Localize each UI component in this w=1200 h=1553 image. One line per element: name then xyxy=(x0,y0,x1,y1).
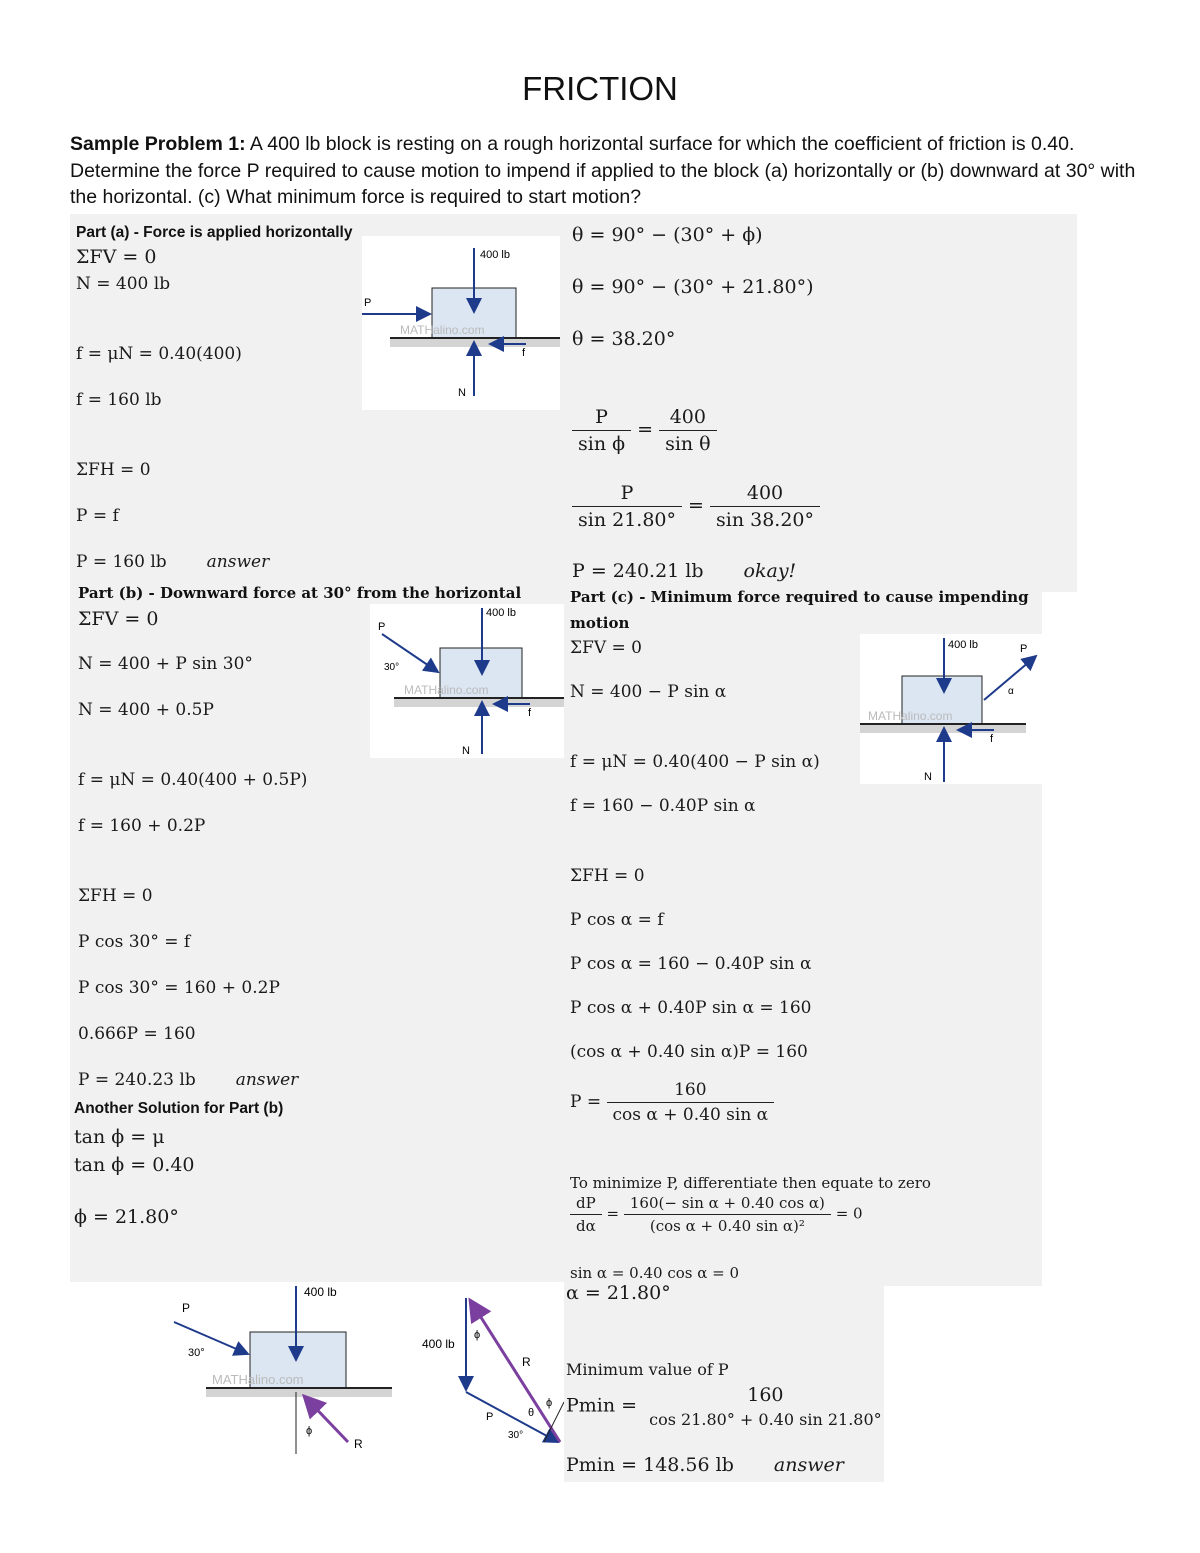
part-c-heading-1: Part (c) - Minimum force required to cause impending xyxy=(570,588,1029,606)
phi-label: ϕ xyxy=(306,1425,313,1437)
part-c-eq10: sin α = 0.40 cos α = 0 xyxy=(570,1264,739,1282)
sine-law-1: $\frac{P}{\text{sin ϕ}}$ = $\frac{400}{\text{sin θ}}$ xyxy=(572,406,717,455)
part-a-eq3: f = μN = 0.40(400) xyxy=(76,344,242,364)
part-c-eq8: P cos α + 0.40P sin α = 160 xyxy=(570,998,812,1018)
problem-text: A 400 lb block is resting on a rough horizontal surface for which the coefficient of friction is 0.40. Determine the force P required to cause motion to impend if applied to the block (a) horizontally or (b) downward at 30° with the horizontal. (c) What minimum force is required to start motion? xyxy=(70,133,1136,208)
d-lhs-den: dα xyxy=(576,1217,596,1235)
weight-label: 400 lb xyxy=(304,1285,337,1299)
part-c-eq1: ΣFV = 0 xyxy=(570,638,642,658)
figure-part-b xyxy=(370,604,564,758)
triangle-phi-top: ϕ xyxy=(474,1329,481,1341)
triangle-r-label: R xyxy=(522,1355,531,1369)
f1-num2: 400 xyxy=(659,406,717,431)
part-b-eq3: N = 400 + 0.5P xyxy=(78,700,214,720)
part-c-eq6: P cos α = f xyxy=(570,910,664,930)
part-b-alt-heading: Another Solution for Part (b) xyxy=(74,1100,284,1117)
p-label: P xyxy=(364,297,372,309)
f1-den2: sin θ xyxy=(665,433,711,455)
part-a-eq6: P = f xyxy=(76,506,119,526)
watermark: MATHalino.com xyxy=(868,709,953,723)
fbd-resultant xyxy=(170,1282,564,1472)
minimize-text: To minimize P, differentiate then equate to zero xyxy=(570,1174,931,1192)
part-c-eq4: f = 160 − 0.40P sin α xyxy=(570,796,756,816)
f1-num: P xyxy=(572,406,631,431)
part-a-panel xyxy=(70,214,564,588)
part-b-panel xyxy=(70,580,564,1096)
f-label: f xyxy=(522,347,526,359)
fbd-inclined-force xyxy=(370,604,564,758)
weight-label: 400 lb xyxy=(486,607,516,619)
figure-part-b-alt xyxy=(170,1282,564,1472)
part-c-heading-2: motion xyxy=(570,614,630,632)
part-b-eq1: ΣFV = 0 xyxy=(78,608,159,630)
part-a-answer: answer xyxy=(206,552,270,572)
part-b-eq6: ΣFH = 0 xyxy=(78,886,153,906)
part-b-eq10 xyxy=(78,1070,298,1090)
weight-label: 400 lb xyxy=(480,249,510,261)
d-num: 160(− sin α + 0.40 cos α) xyxy=(624,1194,831,1215)
part-c-eq3: f = μN = 0.40(400 − P sin α) xyxy=(570,752,820,772)
part-b-eq9: 0.666P = 160 xyxy=(78,1024,196,1044)
theta-eq3: θ = 38.20° xyxy=(572,328,676,350)
part-c-eq2: N = 400 − P sin α xyxy=(570,682,727,702)
part-b-alt-eq2: tan ϕ = 0.40 xyxy=(74,1154,195,1176)
part-a-alt-panel xyxy=(564,214,1077,592)
part-a-eq7 xyxy=(76,552,269,572)
angle-label: 30° xyxy=(384,662,400,673)
theta-eq2: θ = 90° − (30° + 21.80°) xyxy=(572,276,814,298)
triangle-theta: θ xyxy=(528,1407,535,1419)
f-label: f xyxy=(528,707,532,719)
p-arrow xyxy=(174,1322,248,1354)
angle-label: 30° xyxy=(188,1347,205,1359)
triangle-phi-bottom: ϕ xyxy=(546,1397,553,1409)
d-rhs: = 0 xyxy=(835,1204,863,1223)
pmin-num: 160 xyxy=(747,1384,784,1406)
p-label: P xyxy=(378,621,386,633)
fbd-horizontal-force xyxy=(362,236,560,410)
alpha-label: α xyxy=(1008,686,1014,697)
part-c-eq9: (cos α + 0.40 sin α)P = 160 xyxy=(570,1042,808,1062)
d-den: (cos α + 0.40 sin α)² xyxy=(649,1217,805,1235)
part-b-alt-eq3: ϕ = 21.80° xyxy=(74,1206,179,1228)
part-a-eq5: ΣFH = 0 xyxy=(76,460,151,480)
part-a-heading: Part (a) - Force is applied horizontally xyxy=(76,224,353,241)
part-a-eq1: ΣFV = 0 xyxy=(76,246,157,268)
p-den: cos α + 0.40 sin α xyxy=(612,1105,769,1125)
part-b-result: P = 240.23 lb xyxy=(78,1070,196,1090)
n-label: N xyxy=(458,387,466,399)
theta-eq1: θ = 90° − (30° + ϕ) xyxy=(572,224,763,246)
p-label: P xyxy=(182,1301,191,1315)
ground-hatch xyxy=(394,699,564,707)
weight-label: 400 lb xyxy=(948,639,978,651)
alt-result-value: P = 240.21 lb xyxy=(572,560,704,582)
r-label: R xyxy=(354,1437,363,1451)
n-label: N xyxy=(462,745,470,757)
ground-hatch xyxy=(206,1389,392,1397)
alt-remark: okay! xyxy=(743,560,797,582)
watermark: MATHalino.com xyxy=(212,1372,304,1387)
pmin-result xyxy=(566,1454,844,1476)
part-b-eq5: f = 160 + 0.2P xyxy=(78,816,206,836)
derivative xyxy=(570,1194,863,1235)
part-c-eq11: α = 21.80° xyxy=(566,1282,671,1304)
triangle-angle: 30° xyxy=(508,1430,524,1441)
watermark: MATHalino.com xyxy=(400,323,485,337)
part-c-p-formula xyxy=(570,1080,774,1125)
part-b-eq4: f = μN = 0.40(400 + 0.5P) xyxy=(78,770,308,790)
figure-part-c xyxy=(860,634,1042,784)
triangle-weight-label: 400 lb xyxy=(422,1337,455,1351)
figure-part-a xyxy=(362,236,560,410)
f2-den: sin 21.80° xyxy=(578,509,676,531)
min-heading: Minimum value of P xyxy=(566,1360,729,1379)
problem-statement xyxy=(70,131,1140,211)
fbd-angled-force xyxy=(860,634,1042,784)
part-c-eq7: P cos α = 160 − 0.40P sin α xyxy=(570,954,812,974)
part-b-eq2: N = 400 + P sin 30° xyxy=(78,654,253,674)
triangle-r xyxy=(470,1300,560,1442)
d-lhs-num: dP xyxy=(570,1194,602,1215)
part-b-heading: Part (b) - Downward force at 30° from the horizontal xyxy=(78,584,522,602)
part-a-eq4: f = 160 lb xyxy=(76,390,162,410)
p-label: P xyxy=(1020,643,1028,655)
triangle-p-label: P xyxy=(486,1411,494,1423)
watermark: MATHalino.com xyxy=(404,683,489,697)
f2-den2: sin 38.20° xyxy=(716,509,814,531)
pmin-answer: answer xyxy=(773,1454,844,1476)
part-c-panel xyxy=(564,586,1042,1286)
part-b-alt-eq1: tan ϕ = μ xyxy=(74,1126,165,1148)
part-c-eq5: ΣFH = 0 xyxy=(570,866,645,886)
p-num: 160 xyxy=(607,1080,775,1103)
alt-result xyxy=(572,560,796,582)
part-c-lower-panel xyxy=(564,1282,884,1482)
part-b-alt-panel xyxy=(70,1096,564,1282)
pmin-den: cos 21.80° + 0.40 sin 21.80° xyxy=(649,1410,882,1429)
f2-num: P xyxy=(572,482,682,507)
part-a-eq2: N = 400 lb xyxy=(76,274,171,294)
pmin-value: Pmin = 148.56 lb xyxy=(566,1454,734,1476)
pmin-lhs: Pmin = xyxy=(566,1394,638,1417)
part-a-result: P = 160 lb xyxy=(76,552,167,572)
part-b-eq8: P cos 30° = 160 + 0.2P xyxy=(78,978,280,998)
f-label: f xyxy=(990,733,994,745)
f1-den: sin ϕ xyxy=(578,433,626,455)
d-eq: = xyxy=(606,1204,620,1223)
part-b-eq7: P cos 30° = f xyxy=(78,932,191,952)
sine-law-2: $\frac{P}{\sin 21.80^\circ}$ = $\frac{400}{\sin 38.20^\circ}$ xyxy=(572,482,820,531)
problem-label: Sample Problem 1: xyxy=(70,133,246,155)
part-b-answer: answer xyxy=(235,1070,299,1090)
page-title: FRICTION xyxy=(522,70,678,107)
n-label: N xyxy=(924,771,932,783)
f2-num2: 400 xyxy=(710,482,820,507)
p-lhs: P = xyxy=(570,1092,602,1112)
pmin-formula xyxy=(566,1384,888,1429)
